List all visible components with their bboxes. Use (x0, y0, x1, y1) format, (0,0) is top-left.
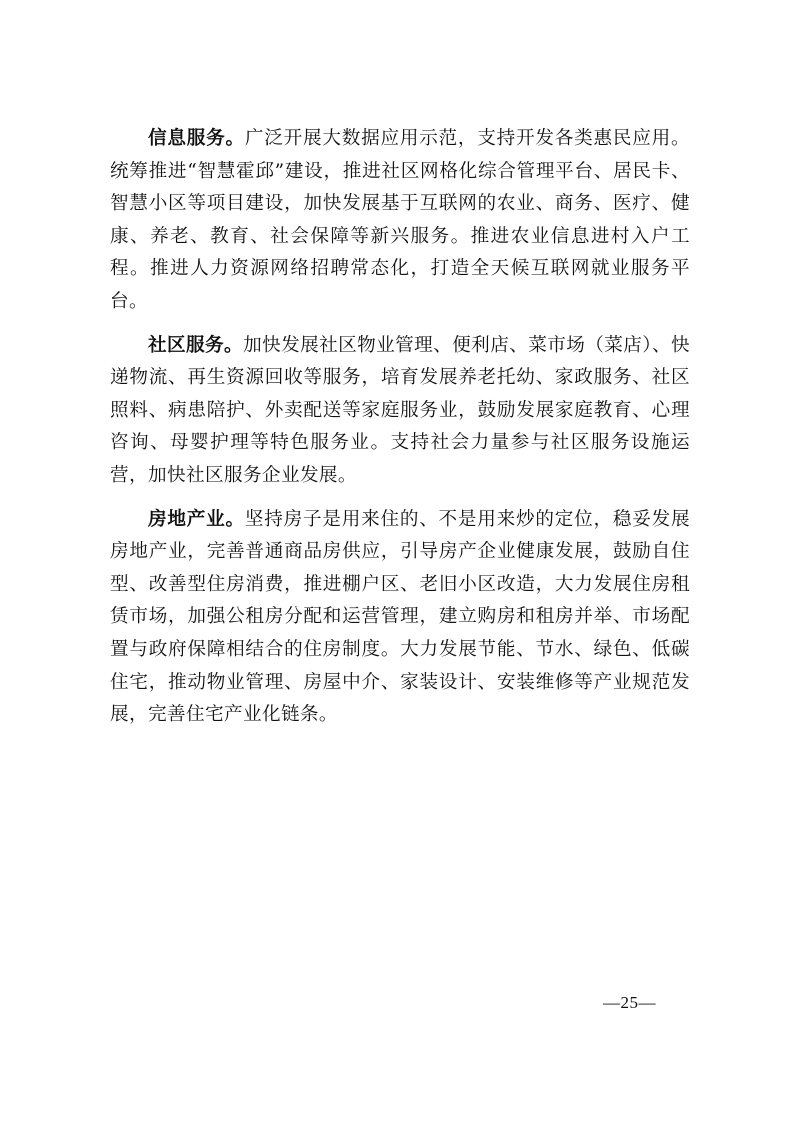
paragraph-heading: 信息服务。 (148, 128, 245, 149)
paragraph-community-services (110, 330, 690, 493)
document-body (110, 123, 690, 732)
paragraph-text: 加快发展社区物业管理、便利店、菜市场（菜店）、快递物流、再生资源回收等服务，培育发展养老托幼、家政服务、社区照料、病患陪护、外卖配送等家庭服务业，鼓励发展家庭教育、心理咨询、母婴护理等特色服务业。支持社会力量参与社区服务设施运营，加快社区服务企业发展。 (110, 334, 690, 486)
paragraph-heading: 社区服务。 (148, 334, 244, 356)
paragraph-text: 广泛开展大数据应用示范，支持开发各类惠民应用。统筹推进“智慧霍邱”建设，推进社区网格化综合管理平台、居民卡、智慧小区等项目建设，加快发展基于互联网的农业、商务、医疗、健康、养老、教育、社会保障等新兴服务。推进农业信息进村入户工程。推进人力资源网络招聘常态化，打造全天候互联网就业服务平台。 (110, 128, 690, 312)
page-number: —25— (603, 993, 656, 1012)
paragraph-heading: 房地产业。 (148, 508, 245, 530)
paragraph-text: 坚持房子是用来住的、不是用来炒的定位，稳妥发展房地产业，完善普通商品房供应，引导房产企业健康发展，鼓励自住型、改善型住房消费，推进棚户区、老旧小区改造，大力发展住房租赁市场，加强公租房分配和运营管理，建立购房和租房并举、市场配置与政府保障相结合的住房制度。大力发展节能、节水、绿色、低碳住宅，推动物业管理、房屋中介、家装设计、安装维修等产业规范发展，完善住宅产业化链条。 (110, 508, 690, 726)
paragraph-information-services (110, 123, 690, 319)
paragraph-real-estate (110, 504, 690, 732)
